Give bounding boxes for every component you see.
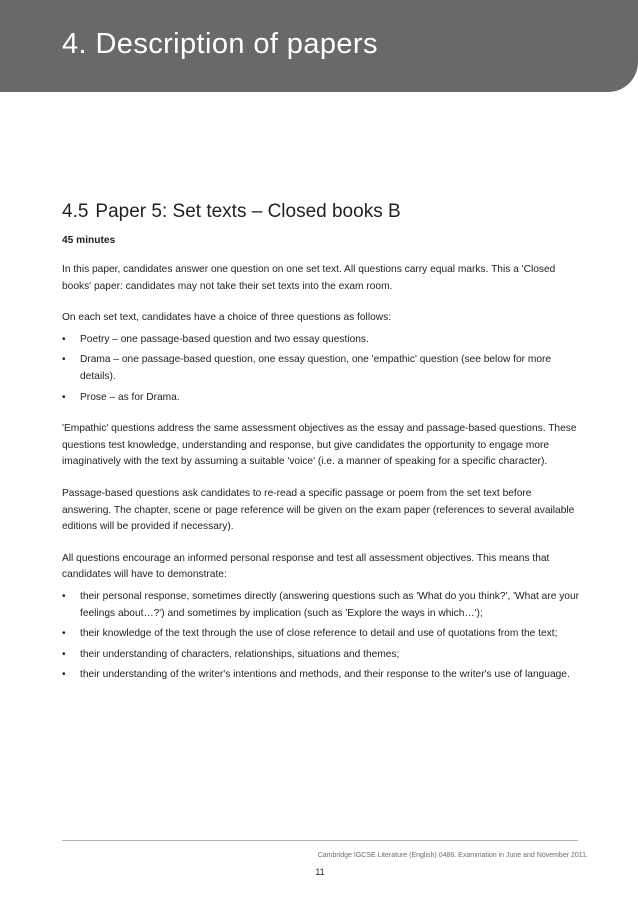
bullet-icon: • (62, 590, 66, 602)
choice-paragraph: On each set text, candidates have a choice of three questions as follows: (62, 312, 392, 324)
footer-divider (62, 840, 578, 841)
section-title: Paper 5: Set texts – Closed books B (95, 201, 401, 222)
list-item (62, 667, 582, 684)
list-item (62, 647, 582, 664)
list-item (62, 352, 582, 385)
main-content (62, 199, 582, 688)
list-item (62, 390, 582, 407)
list-item-text: their understanding of the writer's intentions and methods, and their response to the writer's use of language. (80, 669, 570, 681)
empathic-paragraph: 'Empathic' questions address the same assessment objectives as the essay and passage-based questions. These questions test knowledge, understanding and response, but give candidates the opportunity to engage more imaginatively with the text by assuming a suitable 'voice' (i.e. a manner of speaking for a specific character). (62, 423, 577, 468)
list-item-text: their knowledge of the text through the use of close reference to detail and use of quotations from the text; (80, 628, 558, 640)
list-item-text: their personal response, sometimes directly (answering questions such as 'What do you think?', 'What are your feelings about…?') and sometimes by implication (such as 'Explore the ways in which…'); (80, 590, 580, 619)
list-item (62, 332, 582, 349)
list-item-text: Drama – one passage-based question, one essay question, one 'empathic' question (see below for more details). (80, 354, 552, 382)
encourage-paragraph: All questions encourage an informed personal response and test all assessment objectives. This means that candidates will have to demonstrate: (62, 552, 550, 581)
demonstrate-list (62, 589, 582, 684)
bullet-icon: • (62, 354, 66, 366)
section-number: 4.5 (62, 201, 89, 222)
list-item-text: Prose – as for Drama. (80, 391, 180, 403)
bullet-icon: • (62, 391, 66, 403)
passage-paragraph: Passage-based questions ask candidates to re-read a specific passage or poem from the set text before answering. The chapter, scene or page reference will be given on the exam paper (references to several available editions will be provided if necessary). (62, 487, 575, 533)
list-item-text: Poetry – one passage-based question and two essay questions. (80, 333, 369, 345)
list-item (62, 626, 582, 643)
bullet-icon: • (62, 648, 66, 660)
list-item (62, 589, 582, 622)
list-item-text: their understanding of characters, relationships, situations and themes; (80, 648, 400, 660)
bullet-icon: • (62, 333, 66, 345)
header-band (0, 0, 638, 92)
page-title: 4. Description of papers (62, 28, 378, 60)
footer-text: Cambridge IGCSE Literature (English) 0486. Examination in June and November 2011. (317, 852, 588, 859)
duration-label: 45 minutes (62, 235, 116, 246)
intro-paragraph: In this paper, candidates answer one question on one set text. All questions carry equal marks. This a 'Closed books' paper: candidates may not take their set texts into the exam room. (62, 264, 556, 292)
bullet-icon: • (62, 628, 66, 640)
question-types-list (62, 332, 582, 406)
bullet-icon: • (62, 669, 66, 681)
page-number: 11 (315, 867, 325, 877)
section-heading (62, 199, 582, 225)
